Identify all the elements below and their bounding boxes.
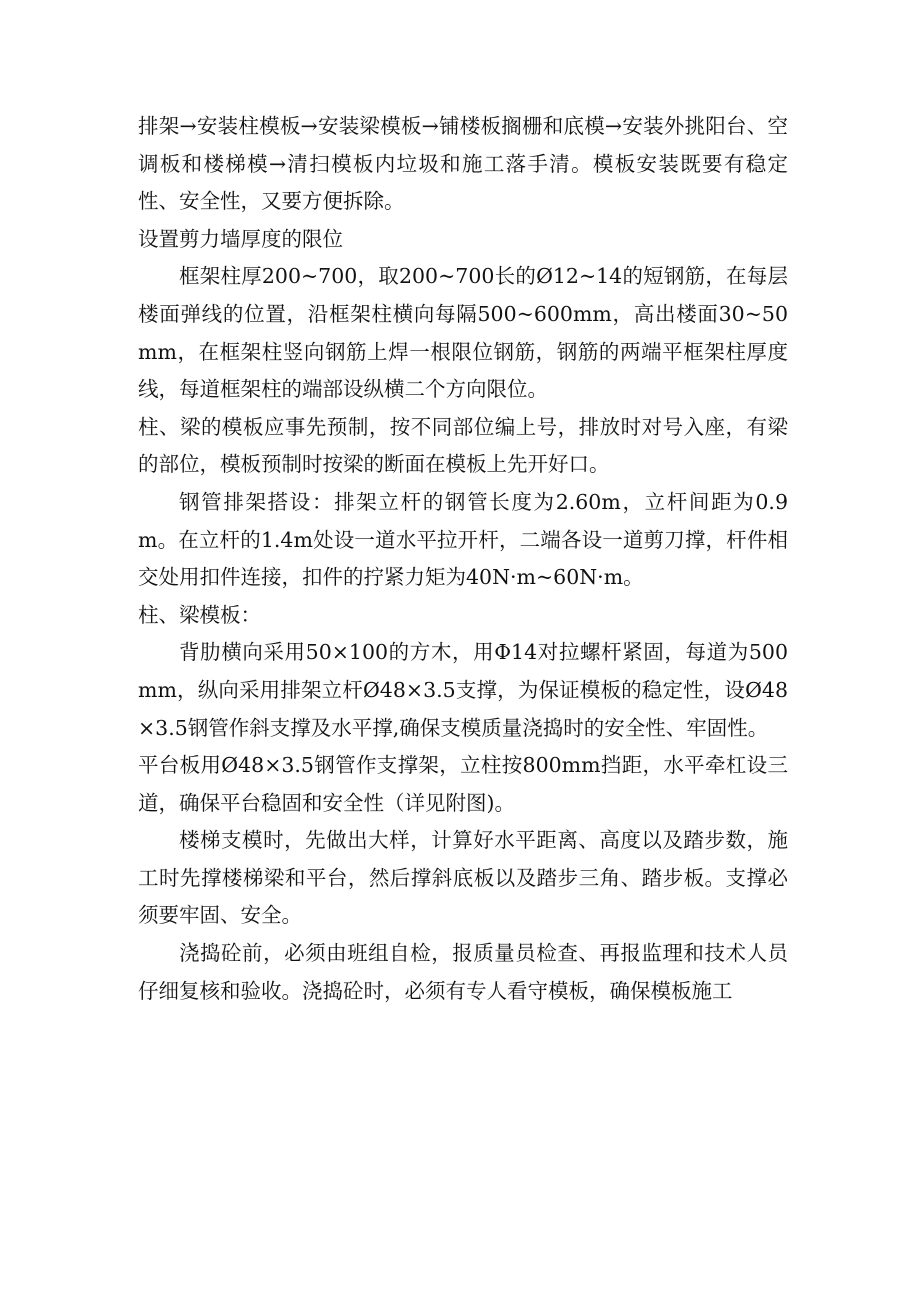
paragraph-platform-slab: 平台板用Ø48×3.5钢管作支撑架，立柱按800mm挡距，水平牵杠设三道，确保平台稳固和安全性（详见附图)。 [138,753,788,815]
paragraph-scaffold-erection: 钢管排架搭设：排架立杆的钢管长度为2.60m，立杆间距为0.9m。在立杆的1.4m处设一道水平拉开杆，二端各设一道剪刀撑，杆件相交处用扣件连接，扣件的拧紧力矩为40N·m~60N·m。 [138,489,788,590]
paragraph-process-sequence: 排架→安装柱模板→安装梁模板→铺楼板搁栅和底模→安装外挑阳台、空调板和楼梯模→清扫模板内垃圾和施工落手清。模板安装既要有稳定性、安全性，又要方便拆除。 [138,114,788,214]
document-body [138,108,788,1010]
paragraph-column-limit-bars: 框架柱厚200~700，取200~700长的Ø12~14的短钢筋，在每层楼面弹线的位置，沿框架柱横向每隔500~600mm，高出楼面30~50mm，在框架柱竖向钢筋上焊一根限位钢筋，钢筋的两端平框架柱厚度线，每道框架柱的端部设纵横二个方向限位。 [138,264,788,402]
paragraph-shear-wall-limit-heading: 设置剪力墙厚度的限位 [138,226,343,251]
paragraph-formwork-prefab: 柱、梁的模板应事先预制，按不同部位编上号，排放时对号入座，有梁的部位，模板预制时按梁的断面在模板上先开好口。 [138,414,788,477]
paragraph-column-beam-formwork-heading: 柱、梁模板： [138,602,261,627]
paragraph-concrete-pouring: 浇捣砼前，必须由班组自检，报质量员检查、再报监理和技术人员仔细复核和验收。浇捣砼时，必须有专人看守模板，确保模板施工 [138,941,788,1003]
paragraph-stair-formwork: 楼梯支模时，先做出大样，计算好水平距离、高度以及踏步数，施工时先撑楼梯梁和平台，然后撑斜底板以及踏步三角、踏步板。支撑必须要牢固、安全。 [138,828,788,928]
paragraph-back-rib: 背肋横向采用50×100的方木，用Φ14对拉螺杆紧固，每道为500mm，纵向采用排架立杆Ø48×3.5支撑，为保证模板的稳定性，设Ø48×3.5钢管作斜支撑及水平撑,确保支模质量浇捣时的安全性、牢固性。 [138,640,788,740]
